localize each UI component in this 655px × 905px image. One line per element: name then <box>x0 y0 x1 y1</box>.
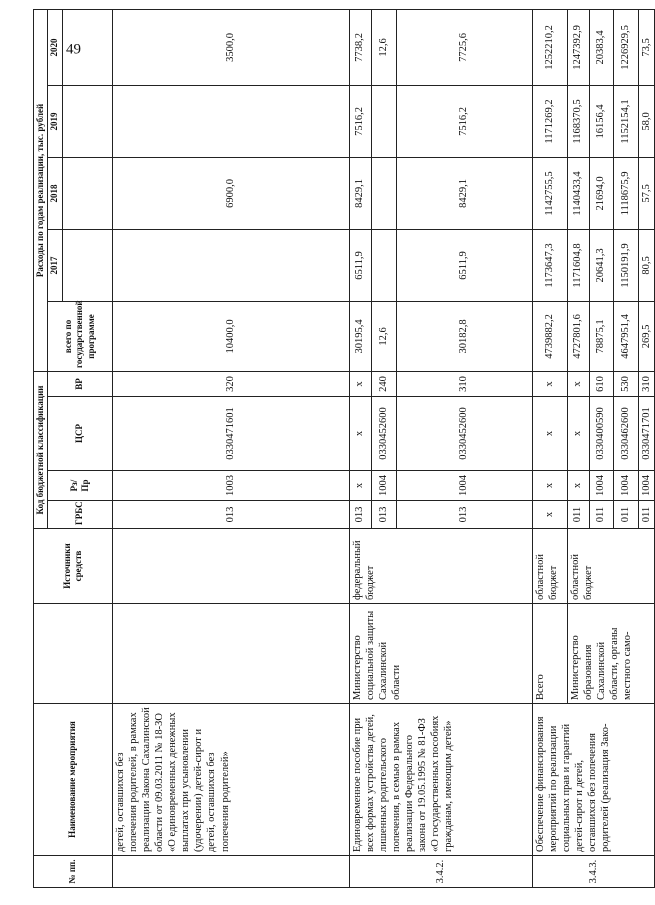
row2-line3-y2018: 8429,1 <box>396 157 532 229</box>
row2-source: федеральный бюджет <box>349 529 532 604</box>
row1-rzpr: 1003 <box>112 471 349 501</box>
row3-line2-y2017: 1171604,8 <box>567 229 589 301</box>
header-year-2019: 2019 <box>48 85 62 157</box>
row3-line1-y2017: 1173647,3 <box>532 229 567 301</box>
row2-line1-y2020: 7738,2 <box>349 9 371 85</box>
row2-name: Единовременное пособие при всех формах устройства детей, лишенных родительского попечения, в семью в рамках реализации Федерального закона от 19.05.1995 № 81-ФЗ «О государственных пособиях гражданам, имеющим детей» <box>349 704 532 856</box>
row3-line5-total: 269,5 <box>638 301 654 371</box>
row2-line1-vr: х <box>349 371 371 396</box>
header-year-2018: 2018 <box>48 157 62 229</box>
row2-line3-rzpr: 1004 <box>396 471 532 501</box>
row2-line2-vr: 240 <box>371 371 396 396</box>
header-spending-group: Расходы по годам реализации, тыс. рублей <box>34 9 48 371</box>
row3-line5-rzpr: 1004 <box>638 471 654 501</box>
row2-line3-y2019: 7516,2 <box>396 85 532 157</box>
row3-line4-y2017: 1150191,9 <box>613 229 638 301</box>
row1-y2020: 3500,0 <box>112 9 349 85</box>
row2-line3-total: 30182,8 <box>396 301 532 371</box>
row2-line3-vr: 310 <box>396 371 532 396</box>
row3-line5-grbs: 011 <box>638 501 654 529</box>
row3-line1-y2019: 1171269,2 <box>532 85 567 157</box>
header-year-2019-spacer <box>62 85 112 157</box>
row3-line1-csr: х <box>532 397 567 471</box>
row3-name: Обеспечение финансирования мероприятий по реализации социальных прав и гарантий детей-сирот и детей, оставшихся без попечения родителей (реализация Зако- <box>532 704 654 856</box>
row3-line3-grbs: 011 <box>589 501 613 529</box>
row2-line3-y2017: 6511,9 <box>396 229 532 301</box>
row2-line2-grbs: 013 <box>371 501 396 529</box>
row2-line1-y2018: 8429,1 <box>349 157 371 229</box>
header-rzpr: Рз/ Пр <box>48 471 112 501</box>
row1-y2017 <box>112 229 349 301</box>
header-csr: ЦСР <box>48 397 112 471</box>
row3-line5-y2019: 58,0 <box>638 85 654 157</box>
row3-line4-grbs: 011 <box>613 501 638 529</box>
row1-total: 10400,0 <box>112 301 349 371</box>
row3-line2-grbs: 011 <box>567 501 589 529</box>
table-row <box>112 9 349 887</box>
row2-line3-csr: 0330452600 <box>396 397 532 471</box>
row3-line4-y2019: 1152154,1 <box>613 85 638 157</box>
row3-line5-vr: 310 <box>638 371 654 396</box>
row3-line4-vr: 530 <box>613 371 638 396</box>
row1-source <box>112 529 349 604</box>
row1-vr: 320 <box>112 371 349 396</box>
row1-y2018: 6900,0 <box>112 157 349 229</box>
row2-line2-y2020: 12,6 <box>371 9 396 85</box>
row1-num <box>112 856 349 888</box>
header-grbs: ГРБС <box>48 501 112 529</box>
budget-table <box>33 9 655 888</box>
row2-line1-y2017: 6511,9 <box>349 229 371 301</box>
header-vr: ВР <box>48 371 112 396</box>
row3-line2-y2018: 1140433,4 <box>567 157 589 229</box>
row2-line2-total: 12,6 <box>371 301 396 371</box>
row2-line2-csr: 0330452600 <box>371 397 396 471</box>
row1-executor <box>112 604 349 704</box>
table-row <box>532 9 567 887</box>
row3-line3-csr: 0330400590 <box>589 397 613 471</box>
row3-line1-vr: х <box>532 371 567 396</box>
header-year-2018-spacer <box>62 157 112 229</box>
row1-y2019 <box>112 85 349 157</box>
row3-line3-y2018: 21694,0 <box>589 157 613 229</box>
row1-csr: 0330471601 <box>112 397 349 471</box>
row3-line2-rzpr: х <box>567 471 589 501</box>
row1-grbs: 013 <box>112 501 349 529</box>
row3-line5-y2017: 80,5 <box>638 229 654 301</box>
row3-source: областной бюджет <box>567 529 654 604</box>
row2-line3-grbs: 013 <box>396 501 532 529</box>
row3-line5-csr: 0330471701 <box>638 397 654 471</box>
row2-line2-rzpr: 1004 <box>371 471 396 501</box>
row3-line1-y2018: 1142755,5 <box>532 157 567 229</box>
header-funding-source: Источники средств <box>34 529 113 604</box>
header-event-name: Наименование мероприятия <box>34 704 113 856</box>
row3-source-all: областной бюджет <box>532 529 567 604</box>
row3-num: 3.4.3. <box>532 856 654 888</box>
row3-line3-y2017: 20641,3 <box>589 229 613 301</box>
row2-line1-total: 30195,4 <box>349 301 371 371</box>
row3-line1-y2020: 1252210,2 <box>532 9 567 85</box>
header-num: № пп. <box>34 856 113 888</box>
header-year-2017-spacer <box>62 229 112 301</box>
header-row-1 <box>34 9 48 887</box>
row2-line1-csr: х <box>349 397 371 471</box>
row3-line4-y2018: 1118675,9 <box>613 157 638 229</box>
header-budget-code-group: Код бюджетной классификации <box>34 371 48 528</box>
header-year-2017: 2017 <box>48 229 62 301</box>
row3-all-label: Всего <box>532 604 567 704</box>
row2-line1-grbs: 013 <box>349 501 371 529</box>
row1-name: детей, оставшихся без попечения родителей, в рамках реализации Закона Сахалинской области от 09.03.2011 № 18-ЗО «О единовременных денежных выплатах при усыновлении (удочерении) детей-сирот и детей, оставшихся без попечения родителей» <box>112 704 349 856</box>
row3-line3-rzpr: 1004 <box>589 471 613 501</box>
row3-line3-total: 78875,1 <box>589 301 613 371</box>
table-row <box>349 9 371 887</box>
row2-executor: Министерство социальной защиты Сахалинской области <box>349 604 532 704</box>
row3-line2-y2019: 1168370,5 <box>567 85 589 157</box>
row2-line2-y2017 <box>371 229 396 301</box>
row3-line3-y2020: 20383,4 <box>589 9 613 85</box>
row2-num: 3.4.2. <box>349 856 532 888</box>
row3-line2-vr: х <box>567 371 589 396</box>
row3-line2-y2020: 1247392,9 <box>567 9 589 85</box>
row3-line4-csr: 0330462600 <box>613 397 638 471</box>
row2-line2-y2018 <box>371 157 396 229</box>
row3-line3-y2019: 16156,4 <box>589 85 613 157</box>
row3-line1-grbs: х <box>532 501 567 529</box>
row3-line5-y2018: 57,5 <box>638 157 654 229</box>
row3-line1-total: 4739882,2 <box>532 301 567 371</box>
row3-executor: Министерство образования Сахалинской области, органы местного само- <box>567 604 654 704</box>
row2-line1-rzpr: х <box>349 471 371 501</box>
row3-line1-rzpr: х <box>532 471 567 501</box>
row3-line2-csr: х <box>567 397 589 471</box>
header-total-program: всего по государственной программе <box>48 301 112 371</box>
row2-line2-y2019 <box>371 85 396 157</box>
row3-line4-total: 4647951,4 <box>613 301 638 371</box>
row3-line2-total: 4727801,6 <box>567 301 589 371</box>
row3-line4-rzpr: 1004 <box>613 471 638 501</box>
row2-line3-y2020: 7725,6 <box>396 9 532 85</box>
row2-line1-y2019: 7516,2 <box>349 85 371 157</box>
page-number: 49 <box>66 41 81 58</box>
row3-line3-vr: 610 <box>589 371 613 396</box>
row3-line5-y2020: 73,5 <box>638 9 654 85</box>
row3-line4-y2020: 1226929,5 <box>613 9 638 85</box>
header-year-2020: 2020 <box>48 9 62 85</box>
header-executor <box>34 604 113 704</box>
header-year-2020-spacer <box>62 9 112 85</box>
